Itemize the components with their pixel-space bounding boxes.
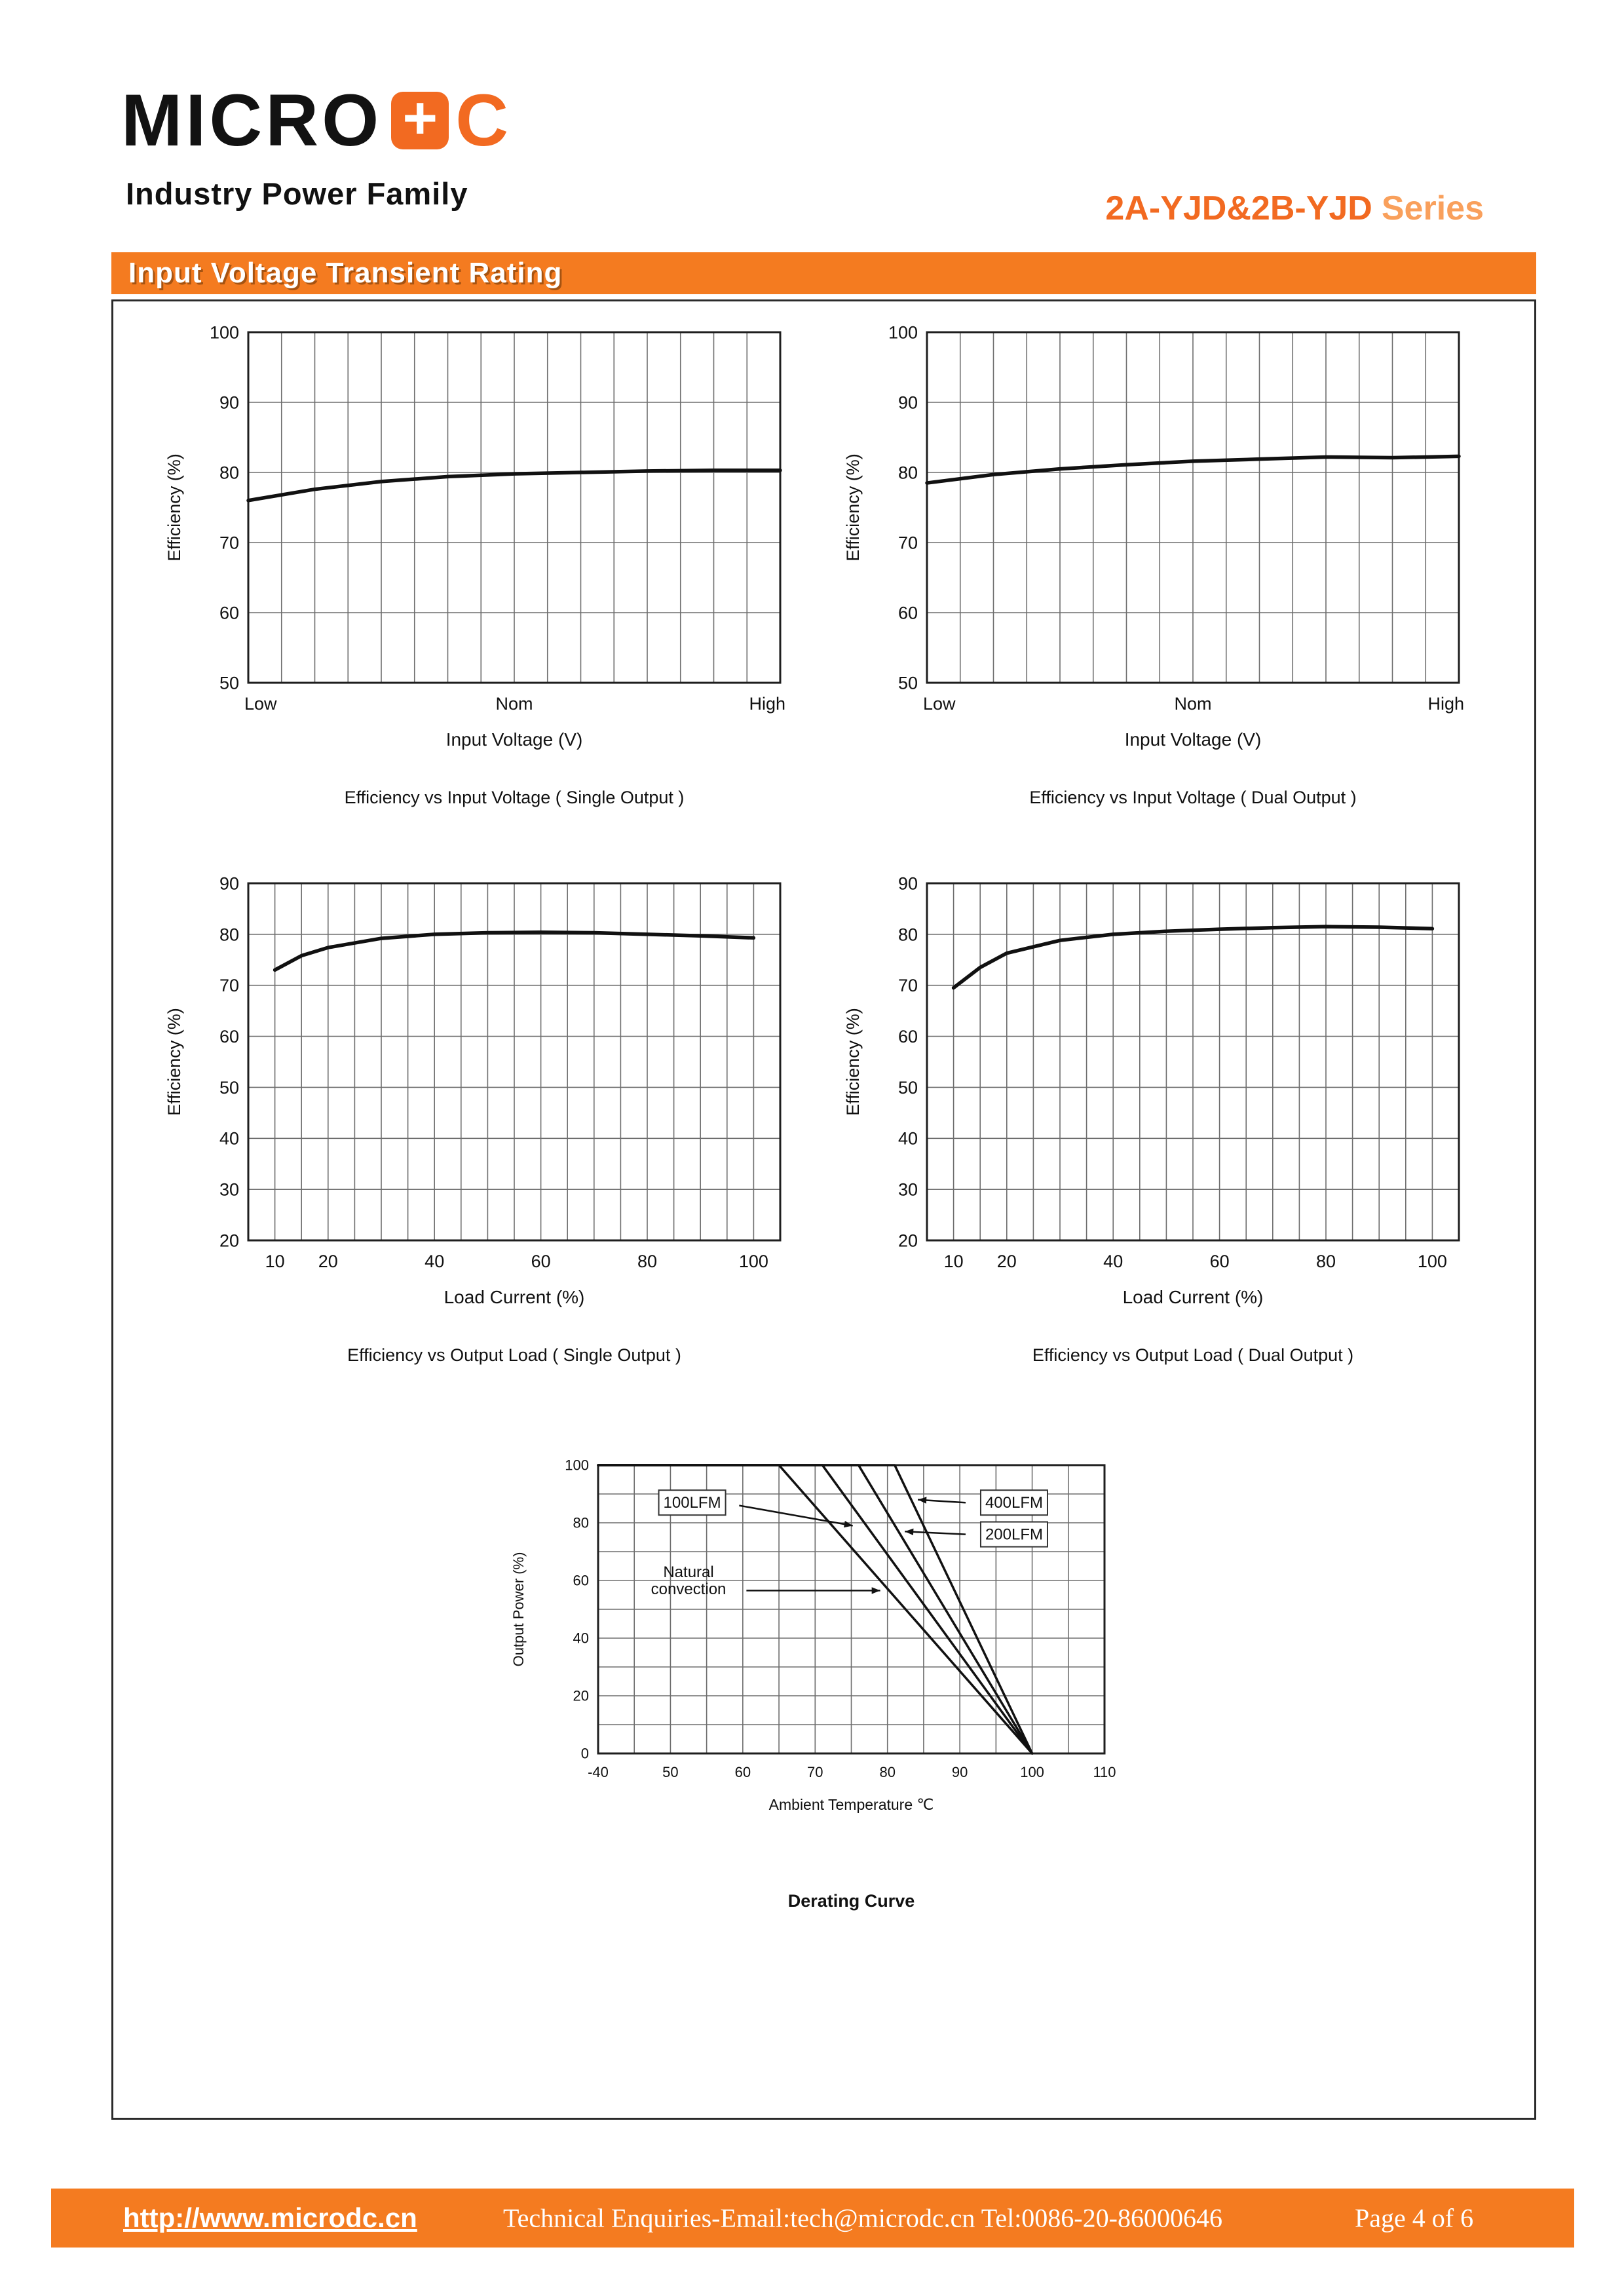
svg-text:20: 20 [897, 1231, 918, 1251]
footer-bar [51, 2189, 1574, 2248]
svg-text:90: 90 [219, 392, 239, 413]
svg-text:Natural: Natural [663, 1563, 714, 1581]
svg-text:Efficiency (%): Efficiency (%) [843, 453, 863, 562]
svg-text:Output Power (%): Output Power (%) [510, 1552, 527, 1667]
svg-text:80: 80 [897, 463, 918, 483]
svg-text:40: 40 [573, 1630, 589, 1647]
svg-text:60: 60 [219, 603, 239, 623]
series-name: 2A-YJD&2B-YJD [1105, 189, 1372, 227]
svg-text:90: 90 [897, 873, 918, 894]
svg-text:100LFM: 100LFM [663, 1494, 721, 1512]
svg-text:80: 80 [219, 925, 239, 945]
chart-eff-vs-output-load-single-plot [157, 873, 792, 1322]
chart-caption: Efficiency vs Output Load ( Dual Output ) [1032, 1345, 1354, 1365]
chart-eff-vs-output-load-single [157, 873, 792, 1366]
chart-svg [500, 1455, 1118, 1832]
chart-svg [835, 322, 1471, 761]
footer-url[interactable]: http://www.microdc.cn [123, 2202, 417, 2233]
svg-text:40: 40 [897, 1128, 918, 1149]
svg-text:-40: -40 [588, 1764, 609, 1780]
chart-eff-vs-input-voltage-dual [835, 322, 1471, 808]
svg-text:40: 40 [1103, 1252, 1124, 1271]
svg-text:20: 20 [573, 1687, 589, 1704]
svg-text:400LFM: 400LFM [985, 1494, 1043, 1512]
svg-text:Efficiency (%): Efficiency (%) [164, 1008, 184, 1116]
chart-eff-vs-input-voltage-single [157, 322, 792, 808]
svg-text:70: 70 [897, 533, 918, 553]
svg-text:Load Current (%): Load Current (%) [444, 1287, 585, 1307]
svg-text:80: 80 [637, 1252, 658, 1271]
svg-text:70: 70 [807, 1764, 823, 1780]
svg-text:Efficiency (%): Efficiency (%) [164, 453, 184, 562]
chart-derating-curve [500, 1455, 1118, 1911]
svg-text:60: 60 [897, 1027, 918, 1047]
svg-text:80: 80 [897, 925, 918, 945]
svg-text:90: 90 [219, 873, 239, 894]
svg-text:60: 60 [1209, 1252, 1230, 1271]
svg-text:Ambient Temperature ℃: Ambient Temperature ℃ [768, 1796, 934, 1813]
svg-text:30: 30 [897, 1179, 918, 1200]
svg-text:40: 40 [219, 1128, 239, 1149]
svg-text:Low: Low [923, 694, 956, 714]
svg-text:70: 70 [219, 976, 239, 996]
section-banner [111, 252, 1536, 294]
chart-caption: Derating Curve [787, 1891, 915, 1911]
footer-page-number: Page 4 of 6 [1355, 2203, 1474, 2233]
svg-text:100: 100 [1020, 1764, 1044, 1780]
svg-text:Load Current (%): Load Current (%) [1122, 1287, 1264, 1307]
svg-text:90: 90 [897, 392, 918, 413]
series-title [1105, 189, 1484, 228]
svg-text:60: 60 [573, 1572, 589, 1589]
chart-caption: Efficiency vs Input Voltage ( Single Output ) [344, 788, 685, 807]
svg-text:Input Voltage (V): Input Voltage (V) [1124, 729, 1262, 750]
svg-text:80: 80 [573, 1514, 589, 1531]
chart-eff-vs-input-voltage-single-plot [157, 322, 792, 765]
chart-eff-vs-output-load-dual-plot [835, 873, 1471, 1322]
chart-svg [157, 873, 792, 1319]
section-title: Input Voltage Transient Rating [128, 257, 563, 289]
chart-eff-vs-input-voltage-dual-plot [835, 322, 1471, 765]
svg-text:Input Voltage (V): Input Voltage (V) [445, 729, 583, 750]
svg-text:30: 30 [219, 1179, 239, 1200]
svg-text:20: 20 [219, 1231, 239, 1251]
svg-text:80: 80 [879, 1764, 896, 1780]
svg-text:Nom: Nom [495, 694, 533, 714]
svg-text:Low: Low [244, 694, 277, 714]
logo-text-c: C [455, 79, 509, 161]
logo-tagline: Industry Power Family [126, 176, 468, 211]
svg-text:Efficiency (%): Efficiency (%) [843, 1008, 863, 1116]
svg-text:60: 60 [734, 1764, 751, 1780]
chart-svg [835, 873, 1471, 1319]
svg-text:convection: convection [651, 1580, 727, 1598]
svg-text:50: 50 [219, 1077, 239, 1098]
svg-text:110: 110 [1093, 1764, 1116, 1780]
svg-text:20: 20 [318, 1252, 338, 1271]
svg-text:60: 60 [897, 603, 918, 623]
svg-text:50: 50 [897, 673, 918, 693]
svg-text:80: 80 [219, 463, 239, 483]
series-suffix: Series [1381, 189, 1484, 227]
svg-text:0: 0 [580, 1745, 589, 1762]
chart-caption: Efficiency vs Input Voltage ( Dual Output ) [1029, 788, 1357, 807]
chart-derating-curve-plot [500, 1455, 1118, 1835]
svg-text:100: 100 [738, 1252, 768, 1271]
logo [121, 79, 509, 161]
svg-text:100: 100 [209, 322, 239, 343]
svg-text:10: 10 [943, 1252, 964, 1271]
svg-text:80: 80 [1315, 1252, 1336, 1271]
svg-text:100: 100 [565, 1457, 589, 1474]
svg-text:60: 60 [531, 1252, 551, 1271]
svg-text:90: 90 [951, 1764, 968, 1780]
svg-text:Nom: Nom [1174, 694, 1212, 714]
chart-caption: Efficiency vs Output Load ( Single Output ) [347, 1345, 681, 1365]
svg-text:70: 70 [219, 533, 239, 553]
svg-text:50: 50 [897, 1077, 918, 1098]
logo-plus-icon: + [391, 92, 449, 149]
svg-text:100: 100 [888, 322, 918, 343]
svg-text:50: 50 [662, 1764, 679, 1780]
svg-text:10: 10 [265, 1252, 285, 1271]
footer-contact: Technical Enquiries-Email:tech@microdc.cn Tel:0086-20-86000646 [503, 2203, 1222, 2233]
chart-eff-vs-output-load-dual [835, 873, 1471, 1366]
svg-text:High: High [1427, 694, 1464, 714]
svg-text:100: 100 [1417, 1252, 1447, 1271]
svg-text:70: 70 [897, 976, 918, 996]
svg-text:High: High [749, 694, 785, 714]
chart-svg [157, 322, 792, 761]
svg-text:200LFM: 200LFM [985, 1525, 1043, 1544]
svg-text:50: 50 [219, 673, 239, 693]
svg-text:40: 40 [425, 1252, 445, 1271]
svg-text:20: 20 [996, 1252, 1017, 1271]
logo-text-micro: MICRO [121, 79, 383, 161]
svg-text:60: 60 [219, 1027, 239, 1047]
